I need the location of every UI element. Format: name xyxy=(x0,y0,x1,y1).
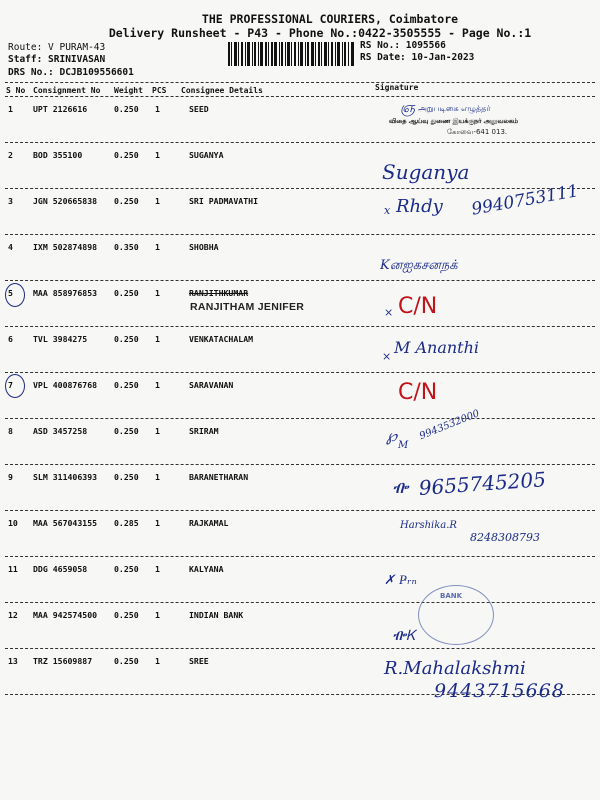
row-sno: 8 xyxy=(8,426,13,436)
row-divider xyxy=(5,464,595,465)
row-sno: 9 xyxy=(8,472,13,482)
col-sno: S No xyxy=(6,86,26,95)
row-pcs: 1 xyxy=(155,426,160,436)
table-row xyxy=(0,150,600,196)
header-rule-top xyxy=(5,82,595,83)
row-divider xyxy=(5,418,595,419)
row-consignment-no: TVL 3984275 xyxy=(33,334,88,344)
signature-8-mark: M xyxy=(398,440,409,451)
row-consignee: SREE xyxy=(189,656,209,666)
row-weight: 0.250 xyxy=(114,380,139,390)
table-row xyxy=(0,104,600,150)
row-weight: 0.250 xyxy=(114,426,139,436)
row-pcs: 1 xyxy=(155,518,160,528)
row-weight: 0.285 xyxy=(114,518,139,528)
row-consignment-no: VPL 400876768 xyxy=(33,380,98,390)
row-divider xyxy=(5,142,595,143)
row-consignee: RANJITHKUMAR xyxy=(189,288,249,298)
row-5-circle-mark xyxy=(5,283,25,307)
row-divider xyxy=(5,648,595,649)
company-title: THE PROFESSIONAL COURIERS, Coimbatore xyxy=(201,12,459,26)
row-consignment-no: SLM 311406393 xyxy=(33,472,98,482)
row-consignment-no: IXM 502874898 xyxy=(33,242,98,252)
signature-6-mark: × xyxy=(382,350,392,363)
row-divider xyxy=(5,234,595,235)
row-weight: 0.250 xyxy=(114,104,139,114)
signature-12: ᎇᏦ xyxy=(392,628,416,644)
signature-1-initial: ஞ xyxy=(400,100,416,116)
row-weight: 0.250 xyxy=(114,288,139,298)
row-weight: 0.250 xyxy=(114,472,139,482)
row-consignment-no: TRZ 15609887 xyxy=(33,656,93,666)
signature-1-stamp-line3: கோவை-641 013. xyxy=(447,128,508,136)
row-consignment-no: MAA 942574500 xyxy=(33,610,98,620)
row-consignment-no: MAA 858976853 xyxy=(33,288,98,298)
row-consignment-no: JGN 520665838 xyxy=(33,196,98,206)
row-consignee: SARAVANAN xyxy=(189,380,234,390)
row-pcs: 1 xyxy=(155,104,160,114)
row-sno: 6 xyxy=(8,334,13,344)
table-row xyxy=(0,242,600,288)
row-consignment-no: UPT 2126616 xyxy=(33,104,88,114)
row-consignee: SEED xyxy=(189,104,209,114)
signature-10-phone: 8248308793 xyxy=(470,531,540,544)
staff-label: Staff: SRINIVASAN xyxy=(8,54,106,65)
signature-3-name: Rhdy xyxy=(396,196,443,217)
row-sno: 10 xyxy=(8,518,18,528)
signature-5-cn: C/N xyxy=(398,294,438,319)
table-row xyxy=(0,288,600,334)
signature-1-stamp-line1: அறுபடிகை எழுத்தர் xyxy=(418,104,491,113)
row-divider xyxy=(5,602,595,603)
row-consignment-no: MAA 567043155 xyxy=(33,518,98,528)
row-weight: 0.250 xyxy=(114,656,139,666)
col-pcs: PCS xyxy=(152,86,167,95)
signature-1-stamp-line2: விதை ஆய்வு துணை இயக்குநர் அலுவலகம் xyxy=(389,117,518,125)
row-pcs: 1 xyxy=(155,656,160,666)
signature-9-scribble: ᎇ xyxy=(392,478,409,497)
signature-9-phone: 9655745205 xyxy=(418,467,547,500)
row-consignee: BARANETHARAN xyxy=(189,472,249,482)
row-consignee: SUGANYA xyxy=(189,150,224,160)
signature-5-mark: × xyxy=(384,306,394,319)
row-divider xyxy=(5,372,595,373)
signature-2: Suganya xyxy=(382,160,470,184)
row-consignee: SHOBHA xyxy=(189,242,219,252)
row-consignee: INDIAN BANK xyxy=(189,610,244,620)
col-consignee: Consignee Details xyxy=(181,86,263,95)
rs-number: RS No.: 1095566 xyxy=(360,40,446,51)
row-divider xyxy=(5,188,595,189)
row-pcs: 1 xyxy=(155,334,160,344)
barcode xyxy=(228,42,354,66)
signature-4: Kனஐகசனநக் xyxy=(380,258,458,273)
row-consignment-no: ASD 3457258 xyxy=(33,426,88,436)
signature-3-phone: 9940753111 xyxy=(470,181,581,220)
row-divider xyxy=(5,510,595,511)
col-consignment: Consignment No xyxy=(33,86,101,95)
drs-number: DRS No.: DCJB109556601 xyxy=(8,67,134,78)
row-consignment-no: BOD 355100 xyxy=(33,150,83,160)
table-row xyxy=(0,564,600,610)
row-consignee: SRI PADMAVATHI xyxy=(189,196,259,206)
row-sno: 1 xyxy=(8,104,13,114)
signature-8-phone: 9943532000 xyxy=(418,408,482,443)
signature-13-name: R.Mahalakshmi xyxy=(384,658,526,679)
row-sno: 5 xyxy=(8,288,13,298)
row-sno: 3 xyxy=(8,196,13,206)
row-pcs: 1 xyxy=(155,242,160,252)
row-consignee-correction: RANJITHAM JENIFER xyxy=(190,301,305,313)
row-weight: 0.250 xyxy=(114,564,139,574)
signature-7-cn: C/N xyxy=(398,380,438,405)
signature-10-name: Harshika.R xyxy=(400,520,457,531)
runsheet-title: Delivery Runsheet - P43 - Phone No.:0422-3505555 - Page No.:1 xyxy=(108,26,532,40)
header-rule-bottom xyxy=(5,96,595,97)
row-weight: 0.250 xyxy=(114,196,139,206)
row-weight: 0.250 xyxy=(114,150,139,160)
row-weight: 0.250 xyxy=(114,610,139,620)
row-consignment-no: DDG 4659058 xyxy=(33,564,88,574)
table-row xyxy=(0,426,600,472)
row-consignee: RAJKAMAL xyxy=(189,518,229,528)
col-weight: Weight xyxy=(114,86,143,95)
row-consignee: SRIRAM xyxy=(189,426,219,436)
bank-stamp-label: BANK xyxy=(440,592,463,600)
row-weight: 0.350 xyxy=(114,242,139,252)
row-sno: 7 xyxy=(8,380,13,390)
signature-6: M Ananthi xyxy=(394,338,480,357)
route-label: Route: V PURAM-43 xyxy=(8,42,106,53)
row-pcs: 1 xyxy=(155,564,160,574)
table-row xyxy=(0,610,600,656)
row-weight: 0.250 xyxy=(114,334,139,344)
table-row xyxy=(0,380,600,426)
rs-date: RS Date: 10-Jan-2023 xyxy=(360,52,475,63)
row-divider xyxy=(5,556,595,557)
row-sno: 2 xyxy=(8,150,13,160)
row-divider xyxy=(5,326,595,327)
row-divider xyxy=(5,280,595,281)
signature-8-scribble: ℘ xyxy=(386,426,398,445)
row-sno: 11 xyxy=(8,564,18,574)
row-pcs: 1 xyxy=(155,288,160,298)
row-pcs: 1 xyxy=(155,150,160,160)
row-pcs: 1 xyxy=(155,610,160,620)
row-consignee: VENKATACHALAM xyxy=(189,334,254,344)
row-sno: 12 xyxy=(8,610,18,620)
signature-13-phone: 9443715668 xyxy=(434,680,565,702)
signature-3-mark: x xyxy=(384,204,391,217)
row-sno: 4 xyxy=(8,242,13,252)
row-pcs: 1 xyxy=(155,196,160,206)
row-pcs: 1 xyxy=(155,380,160,390)
table-row xyxy=(0,334,600,380)
row-7-circle-mark xyxy=(5,374,25,398)
row-sno: 13 xyxy=(8,656,18,666)
row-consignee: KALYANA xyxy=(189,564,224,574)
signature-11: ✗ Ҏᵣₙ xyxy=(384,573,417,588)
col-signature: Signature xyxy=(375,83,419,92)
row-pcs: 1 xyxy=(155,472,160,482)
